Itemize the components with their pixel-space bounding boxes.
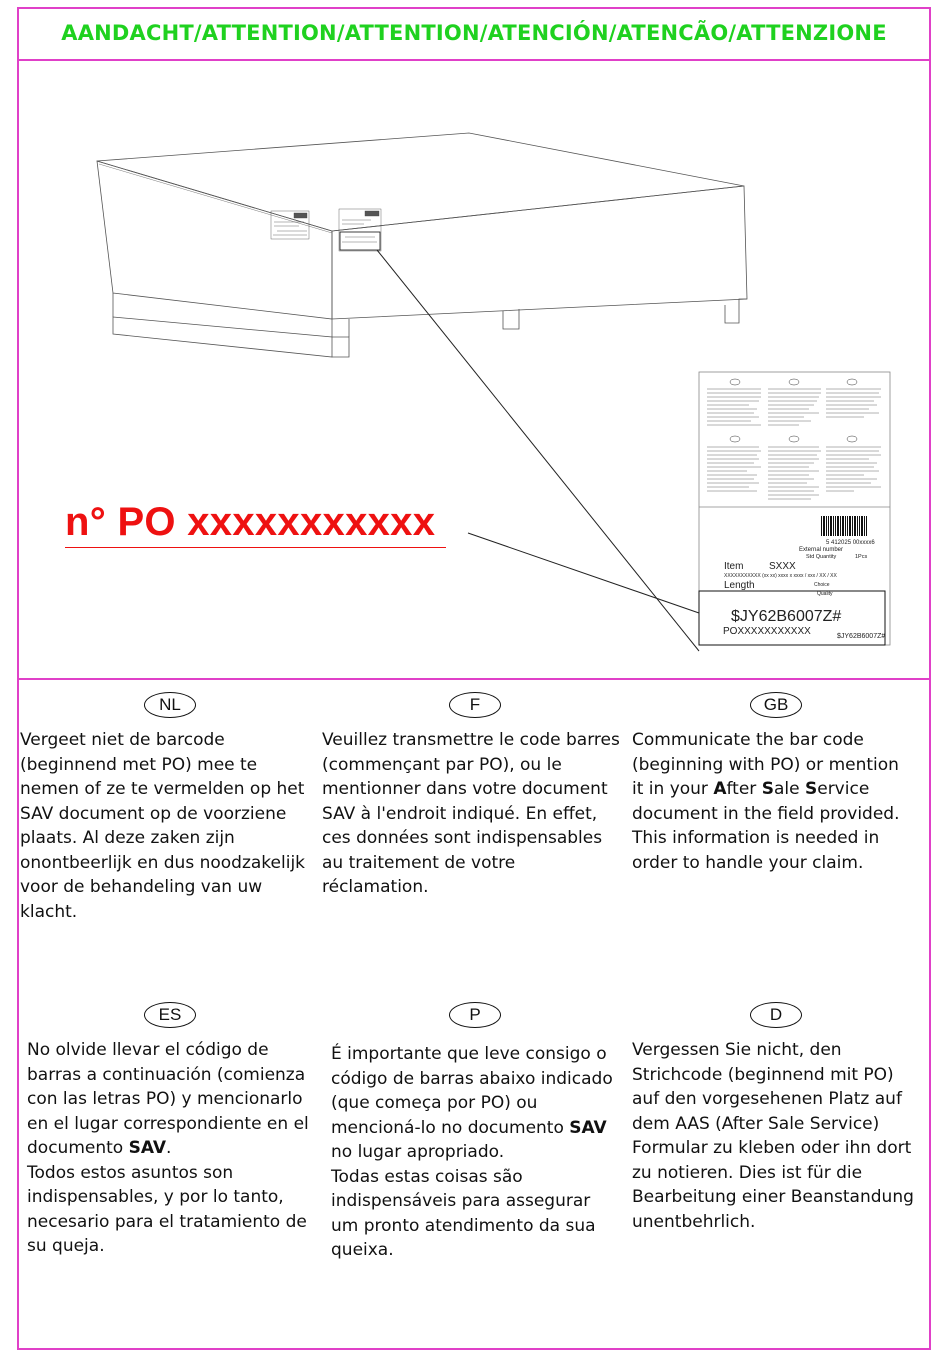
text-line: voor de behandeling van uw (20, 877, 263, 897)
badge-f: F (449, 692, 501, 718)
text-line: no lugar apropriado. (331, 1142, 505, 1162)
text-line: This information is needed in (632, 828, 880, 848)
card-item-code: XXXXXXXXXXX (xx xx) xxxx x xxxx / xxx / XX / XX (724, 573, 837, 579)
text-line: réclamation. (322, 877, 429, 897)
text-line: indispensables, y por lo tanto, (27, 1187, 284, 1207)
text-line: ces données sont indispensables (322, 828, 603, 848)
badge-d: D (750, 1002, 802, 1028)
card-std-quantity: Std Quantity (806, 554, 837, 560)
card-choice: Choice (814, 582, 830, 588)
text-line: klacht. (20, 901, 78, 922)
text-line: auf den vorgesehenen Platz auf (632, 1089, 902, 1109)
text-line: Vergeet niet de barcode (20, 730, 225, 750)
text-line: Todas estas coisas são (331, 1166, 523, 1187)
pointer-line-bottom (468, 533, 699, 613)
text-line: dem AAS (After Sale Service) (632, 1113, 880, 1134)
text-line: mentionner dans votre document (322, 779, 608, 799)
text-p (331, 1042, 621, 1263)
text-line: um pronto atendimento da sua (331, 1215, 596, 1236)
text-line: indispensáveis para assegurar (331, 1191, 591, 1211)
text-line: Veuillez transmettre le code barres (322, 730, 620, 750)
card-barcode-text-large: $JY62B6007Z# (731, 608, 842, 625)
box-label-right (339, 209, 381, 251)
text-line: Communicate the bar code (632, 730, 864, 750)
text-line-rich: it in your After Sale Service (632, 779, 870, 799)
text-line: (beginning with PO) or mention (632, 754, 899, 775)
text-line: (beginnend met PO) mee te (20, 754, 258, 775)
label-card (699, 372, 890, 645)
text-line: Todos estos asuntos son (27, 1162, 234, 1183)
text-line: queixa. (331, 1240, 394, 1260)
text-line: onontbeerlijk en dus noodzakelijk (20, 852, 306, 873)
text-line: au traitement de votre (322, 852, 516, 873)
text-line: Vergessen Sie nicht, den (632, 1040, 842, 1060)
card-item-value: SXXX (769, 561, 796, 572)
text-nl (20, 728, 320, 924)
box-label-left (271, 211, 309, 239)
card-external-number: External number (799, 547, 844, 553)
text-line: necesario para el tratamiento de (27, 1211, 307, 1232)
text-line: código de barras abaixo indicado (331, 1068, 613, 1089)
card-item-label: Item (724, 561, 744, 572)
text-es (27, 1038, 319, 1259)
po-label-underline (65, 547, 446, 548)
section-divider (17, 678, 931, 680)
box-drawing (97, 133, 747, 357)
text-line: No olvide llevar el código de (27, 1040, 269, 1060)
po-number-label: n° PO xxxxxxxxxxx (65, 500, 436, 544)
attention-title: AANDACHT/ATTENTION/ATTENTION/ATENCIÓN/ATENCÃO/ATTENZIONE (61, 21, 887, 45)
text-f (322, 728, 627, 900)
attention-header (17, 7, 931, 61)
text-gb (632, 728, 928, 875)
text-line: document in the field provided. (632, 803, 900, 824)
card-pcs: 1Pcs (855, 554, 868, 560)
text-line-rich: documento SAV. (27, 1138, 172, 1158)
card-barcode-number: 5 412025 00xxxx6 (826, 540, 875, 546)
text-line: plaats. Al deze zaken zijn (20, 828, 235, 848)
text-line: con las letras PO) y mencionarlo (27, 1089, 303, 1109)
text-line: en el lugar correspondiente en el (27, 1113, 309, 1134)
card-po-number: POXXXXXXXXXXX (723, 626, 811, 637)
text-d (632, 1038, 928, 1234)
text-line: (commençant par PO), ou le (322, 754, 562, 775)
text-line: Bearbeitung einer Beanstandung (632, 1187, 914, 1207)
text-line: zu notieren. Dies ist für die (632, 1162, 863, 1183)
text-line: su queja. (27, 1236, 105, 1256)
card-barcode-text-small: $JY62B6007Z# (837, 633, 886, 640)
text-line: Formular zu kleben oder ihn dort (632, 1138, 912, 1158)
card-length-label: Length (724, 580, 755, 591)
text-line: barras a continuación (comienza (27, 1064, 306, 1085)
pointer-line-top (377, 250, 699, 651)
badge-p: P (449, 1002, 501, 1028)
text-line: SAV à l'endroit indiqué. En effet, (322, 803, 598, 824)
text-line: (que começa por PO) ou (331, 1093, 538, 1113)
text-line: nemen of ze te vermelden op het (20, 779, 305, 799)
text-line: order to handle your claim. (632, 852, 864, 873)
box-illustration (19, 61, 929, 678)
text-line: É importante que leve consigo o (331, 1044, 607, 1064)
text-line: Strichcode (beginnend mit PO) (632, 1064, 894, 1085)
badge-gb: GB (750, 692, 802, 718)
badge-nl: NL (144, 692, 196, 718)
text-line-rich: mencioná-lo no documento SAV (331, 1117, 607, 1138)
card-quality: Quality (817, 591, 833, 597)
badge-es: ES (144, 1002, 196, 1028)
text-line: SAV document op de voorziene (20, 803, 287, 824)
text-line: unentbehrlich. (632, 1211, 756, 1232)
